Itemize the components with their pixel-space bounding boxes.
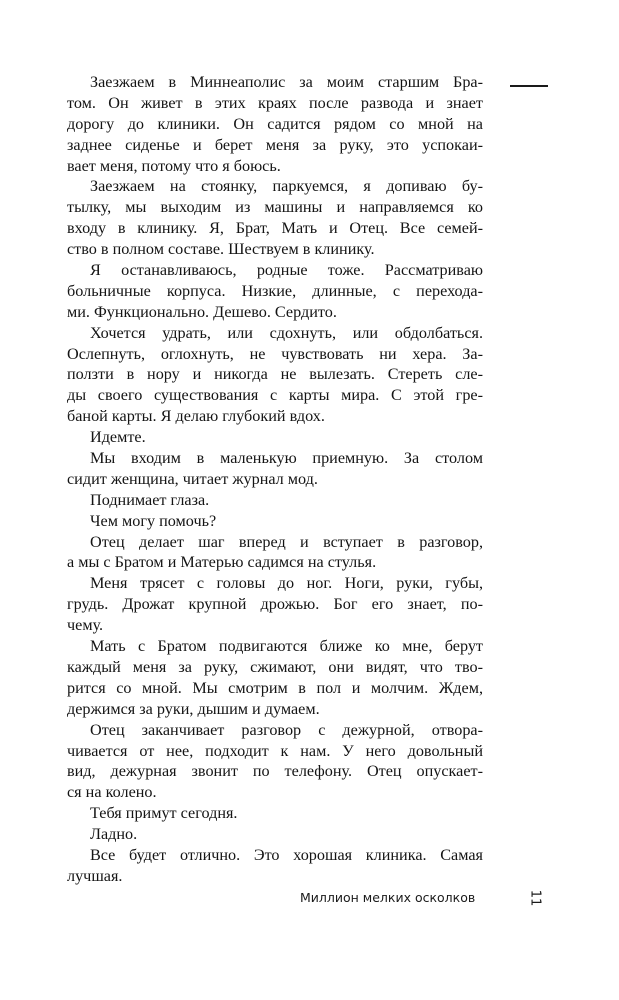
text-line: а мы с Братом и Матерью садимся на стулья. [67,553,377,572]
running-title: Миллион мелких осколков [300,890,476,905]
text-line: Мать с Братом подвигаются ближе ко мне, берут [90,637,483,656]
text-line: лучшая. [67,866,123,885]
text-line: Чем могу помочь? [90,511,217,530]
text-line: тылку, мы выходим из машины и направляемся ко [67,198,483,217]
text-line: дорогу до клиники. Он садится рядом со мной на [67,114,483,133]
text-line: том. Он живет в этих краях после развода и знает [67,93,483,112]
text-line: Заезжаем на стоянку, паркуемся, я допиваю бу- [90,177,483,196]
text-line: Ослепнуть, оглохнуть, не чувствовать ни хера. За- [67,344,483,363]
text-line: Я останавливаюсь, родные тоже. Рассматриваю [90,261,483,280]
header-rule [510,85,548,87]
text-line: Тебя примут сегодня. [90,804,238,823]
text-line: чивается от нее, подходит к нам. У него довольный [67,741,483,760]
text-line: Мы входим в маленькую приемную. За столом [90,449,483,468]
text-line: ми. Функционально. Дешево. Сердито. [67,302,337,321]
text-line: ползти в нору и никогда не вылезать. Стереть сле- [67,365,483,384]
text-line: Все будет отлично. Это хорошая клиника. Самая [90,845,483,864]
text-line: вает меня, потому что я боюсь. [67,156,281,175]
text-line: больничные корпуса. Низкие, длинные, с перехода- [67,281,483,300]
text-line: Заезжаем в Миннеаполис за моим старшим Бра- [90,73,483,91]
text-line: рится со мной. Мы смотрим в пол и молчим. Ждем, [67,678,483,697]
text-line: сидит женщина, читает журнал мод. [67,469,318,488]
text-line: Отец делает шаг вперед и вступает в разговор, [90,532,483,551]
text-line: входу в клинику. Я, Брат, Мать и Отец. Все семей- [67,219,483,238]
text-line: Меня трясет с головы до ног. Ноги, руки, губы, [90,574,483,593]
text-line: Ладно. [90,825,138,844]
text-line: ды своего существования с карты мира. С этой гре- [67,386,483,405]
text-line: вид, дежурная звонит по телефону. Отец опускает- [67,762,483,781]
text-line: заднее сиденье и берет меня за руку, это успокаи- [67,135,483,154]
text-line: ся на колено. [67,783,157,802]
text-line: чему. [67,616,104,635]
text-line: каждый меня за руку, сжимают, они видят, что тво- [67,657,483,676]
page-number: 11 [527,889,543,907]
text-line: Отец заканчивает разговор с дежурной, отвора- [90,720,483,739]
text-line: ство в полном составе. Шествуем в клинику. [67,240,375,259]
text-line: Поднимает глаза. [90,490,210,509]
text-line: Идемте. [90,428,146,447]
text-line: Хочется удрать, или сдохнуть, или обдолбаться. [90,323,483,342]
text-line: баной карты. Я делаю глубокий вдох. [67,407,325,426]
body-text [67,72,483,887]
text-line: грудь. Дрожат крупной дрожью. Бог его знает, по- [67,595,483,614]
text-line: держимся за руки, дышим и думаем. [67,699,320,718]
